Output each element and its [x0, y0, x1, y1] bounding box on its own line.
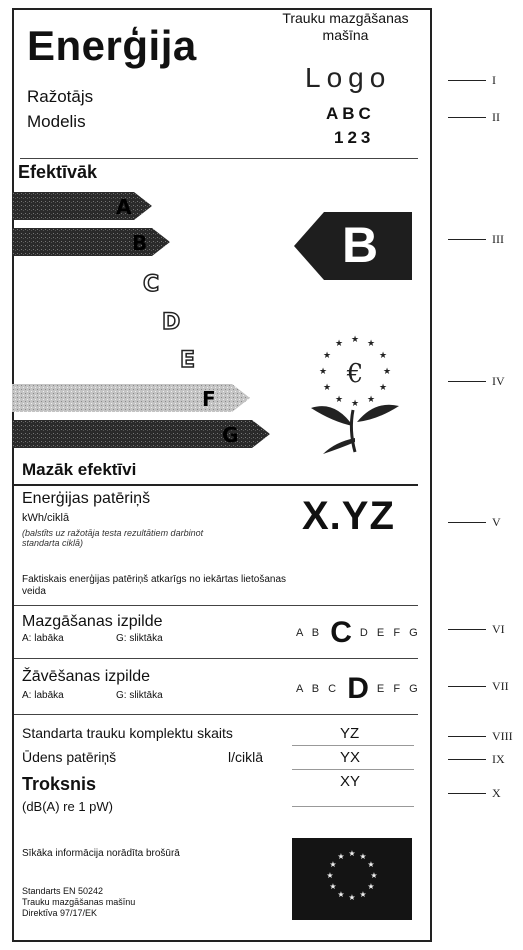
drying-title: Žāvēšanas izpilde [22, 668, 151, 685]
drying-scale-good: A: labāka [22, 690, 64, 701]
water-value: YX [340, 749, 361, 766]
pointer-line [448, 239, 486, 240]
pointer-viii: VIII [492, 729, 513, 743]
more-efficient-label: Efektīvāk [18, 162, 98, 182]
pointer-ix: IX [492, 752, 505, 766]
efficiency-scale [12, 188, 272, 460]
drying-scale-bad: G: sliktāka [116, 690, 163, 701]
standard-line-2: Trauku mazgāšanas mašīnu [22, 897, 136, 907]
svg-text:★: ★ [318, 367, 328, 377]
svg-text:★: ★ [359, 890, 367, 899]
svg-text:★: ★ [337, 852, 345, 861]
washing-rated-class: C [330, 616, 352, 649]
svg-text:★: ★ [378, 383, 388, 393]
washing-scale-bad: G: sliktāka [116, 633, 163, 644]
svg-text:★: ★ [350, 335, 360, 345]
rated-class-letter: B [342, 217, 379, 273]
value-underline [292, 769, 414, 770]
pointer-line [448, 80, 486, 81]
svg-text:★: ★ [370, 871, 378, 880]
pointer-v: V [492, 515, 501, 529]
eu-flag-icon [292, 838, 412, 920]
svg-text:€: € [346, 359, 364, 389]
drying-class-scale [296, 672, 421, 706]
standard-line-1: Standarts EN 50242 [22, 886, 104, 896]
appliance-type: Trauku mazgāšanas mašīna [282, 10, 409, 43]
energy-disclaimer: Faktiskais enerģijas patēriņš atkarīgs no iekārtas lietošanas veida [22, 574, 287, 597]
pointer-x: X [492, 786, 501, 800]
pointer-line [448, 117, 486, 118]
class-label-b: B [132, 231, 148, 255]
svg-text:★: ★ [382, 367, 392, 377]
svg-text:★: ★ [334, 339, 344, 349]
pointer-ii: II [492, 110, 500, 124]
brochure-info: Sīkāka informācija norādīta brošūrā [22, 848, 180, 859]
manufacturer-label: Ražotājs [27, 87, 94, 106]
washing-title: Mazgāšanas izpilde [22, 613, 163, 630]
svg-text:★: ★ [359, 852, 367, 861]
pointer-line [448, 793, 486, 794]
svg-text:★: ★ [348, 893, 356, 902]
standard-line-3: Direktīva 97/17/EK [22, 908, 98, 918]
svg-text:★: ★ [329, 882, 337, 891]
pointer-line [448, 759, 486, 760]
washing-classes-after: D E F G [359, 627, 421, 639]
svg-text:★: ★ [366, 339, 376, 349]
energy-note: (balstīts uz ražotāja testa rezultātiem darbinot standarta ciklā) [22, 528, 204, 548]
washing-classes-before: A B [296, 627, 323, 639]
pointer-iv: IV [492, 374, 505, 388]
class-label-e: E [180, 348, 196, 373]
eu-ecolabel-flower-icon [305, 330, 405, 455]
svg-text:★: ★ [367, 882, 375, 891]
pointer-iii: III [492, 232, 504, 246]
svg-text:★: ★ [337, 890, 345, 899]
capacity-value: YZ [340, 725, 360, 742]
drying-classes-after: E F G [376, 683, 421, 695]
energy-consumption-title: Enerģijas patēriņš [22, 490, 151, 507]
class-label-a: A [116, 195, 132, 219]
washing-class-scale [296, 616, 421, 650]
pointer-vi: VI [492, 622, 505, 636]
class-label-g: G [222, 423, 239, 447]
svg-text:★: ★ [350, 399, 360, 409]
model-label: Modelis [27, 112, 86, 131]
energy-unit: kWh/ciklā [22, 512, 70, 524]
pointer-line [448, 736, 486, 737]
divider [14, 658, 418, 659]
svg-text:★: ★ [326, 871, 334, 880]
logo-abc: ABC [326, 104, 375, 123]
water-label: Ūdens patēriņš [22, 749, 117, 765]
class-label-f: F [202, 387, 216, 411]
svg-text:★: ★ [322, 351, 332, 361]
drying-rated-class: D [347, 672, 369, 705]
logo-placeholder: Logo [305, 62, 392, 93]
pointer-i: I [492, 73, 496, 87]
energy-value: X.YZ [302, 494, 395, 538]
divider [20, 158, 418, 159]
noise-label: Troksnis [22, 774, 97, 794]
capacity-label: Standarta trauku komplektu skaits [22, 725, 233, 741]
class-label-c: C [143, 272, 160, 297]
divider [14, 714, 418, 715]
drying-classes-before: A B C [296, 683, 340, 695]
svg-text:★: ★ [322, 383, 332, 393]
water-unit: l/ciklā [228, 749, 264, 765]
svg-text:★: ★ [366, 395, 376, 405]
value-underline [292, 806, 414, 807]
class-label-d: D [162, 310, 181, 335]
svg-text:★: ★ [367, 860, 375, 869]
svg-text:★: ★ [334, 395, 344, 405]
svg-text:★: ★ [348, 849, 356, 858]
value-underline [292, 745, 414, 746]
divider [14, 484, 418, 486]
washing-scale-good: A: labāka [22, 633, 64, 644]
svg-text:★: ★ [329, 860, 337, 869]
noise-unit: (dB(A) re 1 pW) [22, 799, 114, 814]
divider [14, 605, 418, 606]
less-efficient-label: Mazāk efektīvi [22, 460, 137, 479]
svg-text:★: ★ [378, 351, 388, 361]
pointer-line [448, 522, 486, 523]
pointer-line [448, 686, 486, 687]
pointer-line [448, 629, 486, 630]
pointer-vii: VII [492, 679, 509, 693]
noise-value: XY [340, 773, 361, 790]
pointer-line [448, 381, 486, 382]
label-title: Enerģija [27, 22, 197, 69]
logo-123: 123 [334, 128, 375, 147]
